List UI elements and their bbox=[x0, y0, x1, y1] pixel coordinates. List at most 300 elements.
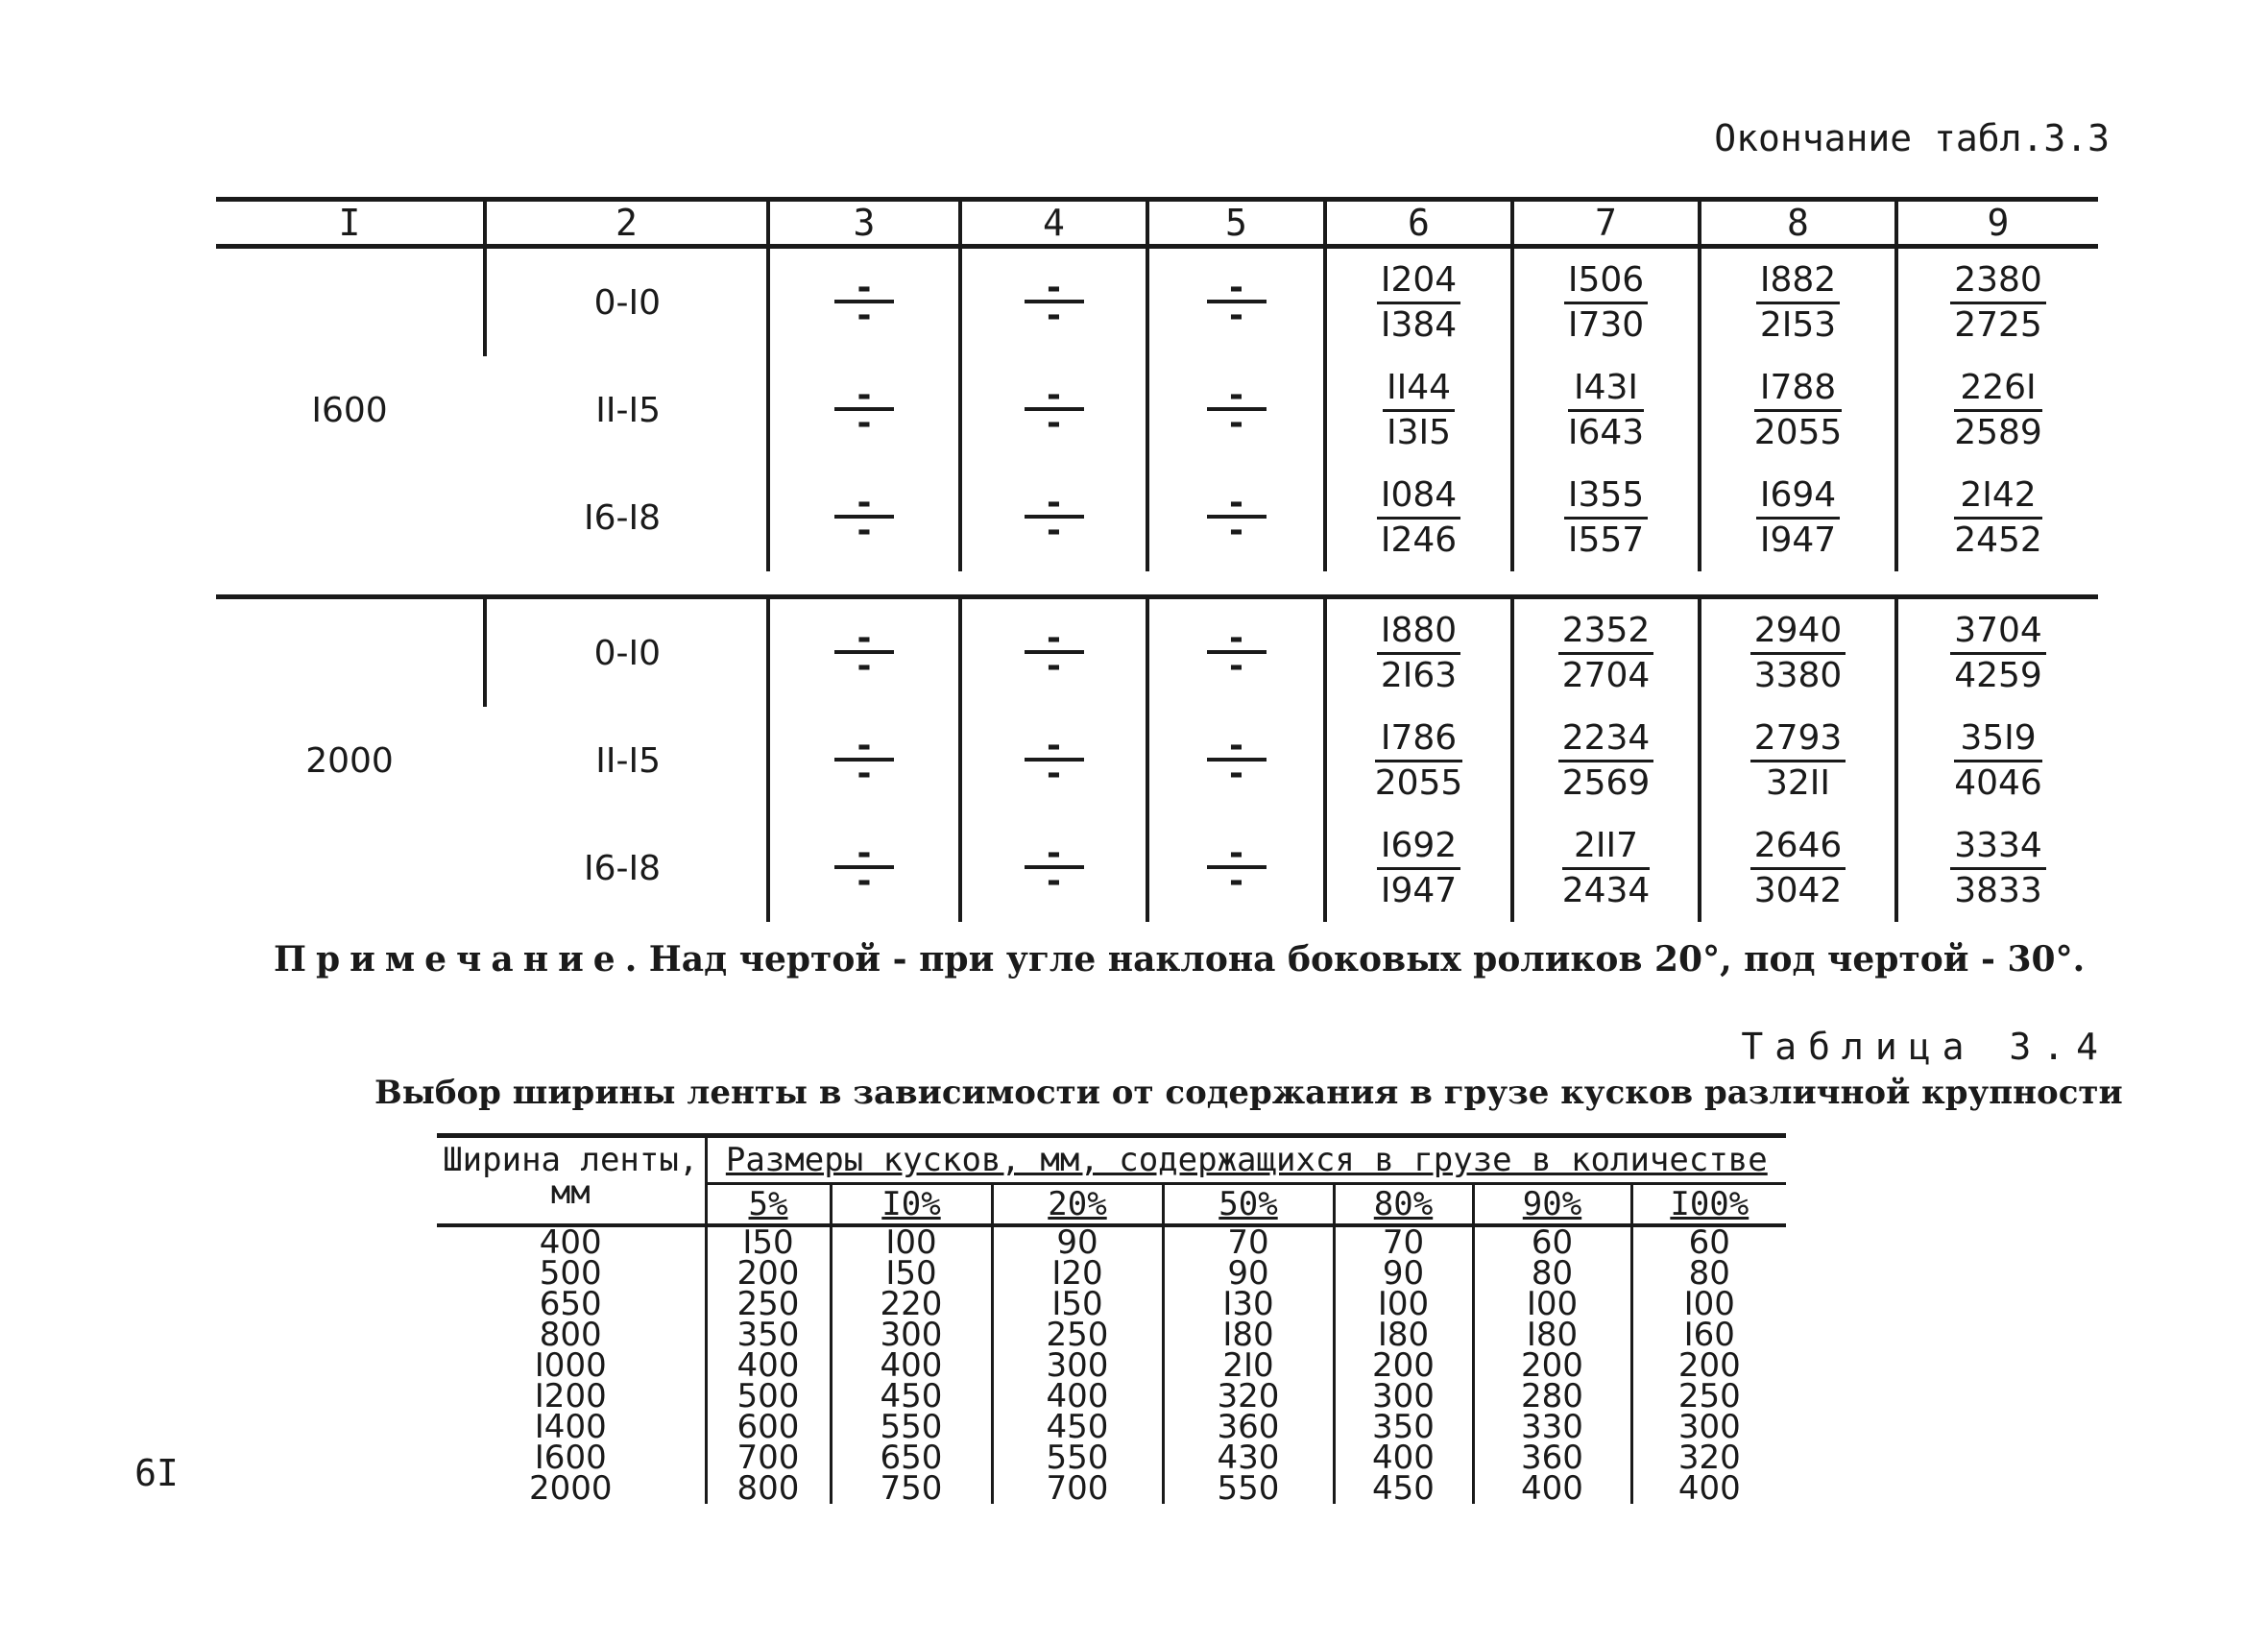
dash-top: - bbox=[1025, 621, 1084, 654]
size-cell: 90 bbox=[1334, 1258, 1473, 1289]
dash-bottom: - bbox=[857, 510, 872, 550]
size-cell: 80 bbox=[1631, 1258, 1786, 1289]
dash-top: - bbox=[1025, 729, 1084, 762]
size-cell: 450 bbox=[831, 1381, 992, 1412]
dash-cell bbox=[960, 247, 1147, 357]
percent-header-text: 90% bbox=[1522, 1185, 1582, 1223]
size-cell: 60 bbox=[1631, 1225, 1786, 1258]
size-cell: I20 bbox=[992, 1258, 1163, 1289]
table-row bbox=[216, 814, 2098, 922]
dash-fraction bbox=[1207, 267, 1267, 335]
fraction-denominator: I643 bbox=[1567, 412, 1645, 452]
size-cell: 450 bbox=[1334, 1473, 1473, 1504]
dash-cell bbox=[1147, 464, 1325, 571]
size-cell: I00 bbox=[831, 1225, 992, 1258]
size-cell: I00 bbox=[1334, 1289, 1473, 1319]
size-cell: 80 bbox=[1473, 1258, 1631, 1289]
fraction-numerator: 3704 bbox=[1950, 610, 2046, 655]
dash-fraction bbox=[1025, 833, 1084, 901]
fraction-cell bbox=[1700, 597, 1896, 708]
size-cell: 800 bbox=[706, 1473, 831, 1504]
size-cell: 220 bbox=[831, 1289, 992, 1319]
size-cell: I00 bbox=[1473, 1289, 1631, 1319]
dash-cell bbox=[768, 356, 960, 464]
angle-range-cell: II-I5 bbox=[595, 390, 661, 430]
fraction-numerator: 2352 bbox=[1558, 610, 1654, 655]
fraction-cell bbox=[1896, 707, 2098, 814]
table-row bbox=[437, 1319, 1786, 1350]
header-col-5: 5 bbox=[1147, 200, 1325, 247]
dash-cell bbox=[768, 464, 960, 571]
size-cell: 300 bbox=[1631, 1412, 1786, 1442]
dash-top: - bbox=[834, 271, 894, 303]
size-cell: 250 bbox=[706, 1289, 831, 1319]
fraction-cell bbox=[1325, 247, 1512, 357]
size-cell: 90 bbox=[992, 1225, 1163, 1258]
fraction-denominator: 2704 bbox=[1561, 655, 1651, 695]
fraction bbox=[1950, 259, 2046, 347]
group-header bbox=[706, 1136, 1786, 1184]
belt-width-cell: 2000 bbox=[528, 1469, 613, 1508]
dash-top: - bbox=[1025, 836, 1084, 869]
fraction-cell bbox=[1700, 247, 1896, 357]
dash-top: - bbox=[1207, 378, 1267, 411]
fraction-denominator: 2055 bbox=[1753, 412, 1843, 452]
size-cell: 700 bbox=[706, 1442, 831, 1473]
size-cell: 300 bbox=[1334, 1381, 1473, 1412]
fraction-denominator: 4046 bbox=[1954, 762, 2042, 803]
size-cell: I60 bbox=[1631, 1319, 1786, 1350]
fraction-numerator: 2380 bbox=[1950, 259, 2046, 304]
fraction-denominator: 2I63 bbox=[1380, 655, 1458, 695]
size-cell: 600 bbox=[706, 1412, 831, 1442]
size-cell: 500 bbox=[706, 1381, 831, 1412]
size-cell: 200 bbox=[706, 1258, 831, 1289]
belt-width-cell: 800 bbox=[539, 1316, 602, 1354]
fraction bbox=[1568, 367, 1644, 454]
size-cell: 550 bbox=[992, 1442, 1163, 1473]
fraction-cell bbox=[1325, 356, 1512, 464]
belt-width-cell: 2000 bbox=[216, 597, 485, 923]
percent-header-text: 5% bbox=[748, 1185, 788, 1223]
table-row bbox=[437, 1350, 1786, 1381]
dash-top: - bbox=[834, 836, 894, 869]
table-note bbox=[274, 939, 2085, 980]
fraction-numerator: I506 bbox=[1564, 259, 1648, 304]
dash-bottom: - bbox=[1047, 645, 1061, 686]
fraction-numerator: II44 bbox=[1383, 367, 1455, 412]
dash-bottom: - bbox=[1229, 645, 1243, 686]
table-row bbox=[437, 1442, 1786, 1473]
size-cell: 90 bbox=[1163, 1258, 1334, 1289]
belt-width-cell: I200 bbox=[534, 1377, 607, 1415]
fraction-cell bbox=[1325, 707, 1512, 814]
table-row bbox=[216, 356, 2098, 464]
fraction bbox=[1750, 610, 1846, 697]
size-cell: 360 bbox=[1163, 1412, 1334, 1442]
fraction-numerator: 3334 bbox=[1950, 825, 2046, 870]
size-cell: 200 bbox=[1631, 1350, 1786, 1381]
percent-header-text: 50% bbox=[1218, 1185, 1278, 1223]
fraction-numerator: 2234 bbox=[1558, 717, 1654, 762]
dash-bottom: - bbox=[1047, 295, 1061, 335]
belt-width-cell: 400 bbox=[539, 1223, 602, 1262]
dash-fraction bbox=[834, 725, 894, 793]
size-cell: 250 bbox=[992, 1319, 1163, 1350]
fraction-numerator: I204 bbox=[1377, 259, 1460, 304]
width-header: Ширина ленты, мм bbox=[437, 1136, 706, 1226]
fraction-cell bbox=[1896, 597, 2098, 708]
table-row bbox=[216, 707, 2098, 814]
dash-bottom: - bbox=[1229, 510, 1243, 550]
dash-top: - bbox=[834, 486, 894, 519]
dash-cell bbox=[960, 597, 1147, 708]
size-cell: 350 bbox=[706, 1319, 831, 1350]
dash-top: - bbox=[1207, 836, 1267, 869]
fraction bbox=[1754, 367, 1843, 454]
header-col-3: 3 bbox=[768, 200, 960, 247]
fraction bbox=[1954, 717, 2042, 805]
belt-width-cell: I000 bbox=[534, 1346, 607, 1385]
percent-header bbox=[831, 1184, 992, 1226]
fraction bbox=[1377, 610, 1460, 697]
dash-cell bbox=[1147, 356, 1325, 464]
dash-fraction bbox=[834, 833, 894, 901]
percent-header-text: 20% bbox=[1048, 1185, 1107, 1223]
dash-fraction bbox=[1025, 375, 1084, 443]
size-cell: 250 bbox=[1631, 1381, 1786, 1412]
table-3-4-label: Таблица 3.4 bbox=[1741, 1026, 2110, 1068]
fraction-cell bbox=[1896, 356, 2098, 464]
table-row bbox=[437, 1225, 1786, 1258]
fraction-cell bbox=[1896, 247, 2098, 357]
dash-bottom: - bbox=[857, 753, 872, 793]
size-cell: I30 bbox=[1163, 1289, 1334, 1319]
dash-bottom: - bbox=[1229, 753, 1243, 793]
fraction-numerator: I692 bbox=[1377, 825, 1460, 870]
dash-fraction bbox=[1207, 725, 1267, 793]
dash-top: - bbox=[1207, 271, 1267, 303]
fraction-denominator: 2434 bbox=[1561, 870, 1651, 910]
size-cell: 700 bbox=[992, 1473, 1163, 1504]
fraction bbox=[1377, 825, 1460, 912]
table-3-3-header-row bbox=[216, 200, 2098, 247]
table-row bbox=[216, 247, 2098, 357]
fraction-cell bbox=[1896, 464, 2098, 571]
size-cell: 400 bbox=[831, 1350, 992, 1381]
size-cell: 300 bbox=[992, 1350, 1163, 1381]
fraction-cell bbox=[1700, 464, 1896, 571]
fraction-denominator: I384 bbox=[1380, 304, 1458, 345]
fraction-denominator: 2589 bbox=[1954, 412, 2042, 452]
fraction-denominator: 2452 bbox=[1954, 520, 2042, 560]
size-cell: I80 bbox=[1334, 1319, 1473, 1350]
fraction-numerator: I43I bbox=[1568, 367, 1644, 412]
size-cell: 400 bbox=[1631, 1473, 1786, 1504]
fraction bbox=[1377, 474, 1460, 562]
fraction-numerator: 2I42 bbox=[1954, 474, 2042, 520]
dash-bottom: - bbox=[1047, 753, 1061, 793]
dash-top: - bbox=[1025, 486, 1084, 519]
size-cell: 400 bbox=[1334, 1442, 1473, 1473]
fraction-denominator: I730 bbox=[1567, 304, 1645, 345]
fraction-numerator: I882 bbox=[1756, 259, 1840, 304]
fraction-denominator: 2725 bbox=[1954, 304, 2042, 345]
dash-bottom: - bbox=[857, 645, 872, 686]
fraction-numerator: I786 bbox=[1375, 717, 1463, 762]
fraction-numerator: I084 bbox=[1377, 474, 1460, 520]
fraction-numerator: I880 bbox=[1377, 610, 1460, 655]
fraction-denominator: 2I53 bbox=[1759, 304, 1837, 345]
size-cell: 350 bbox=[1334, 1412, 1473, 1442]
fraction bbox=[1564, 474, 1648, 562]
fraction bbox=[1950, 610, 2046, 697]
size-cell: 550 bbox=[1163, 1473, 1334, 1504]
belt-width-cell: 500 bbox=[539, 1254, 602, 1293]
dash-cell bbox=[960, 707, 1147, 814]
size-cell: 300 bbox=[831, 1319, 992, 1350]
dash-cell bbox=[768, 814, 960, 922]
belt-width-cell: 650 bbox=[539, 1285, 602, 1323]
table-3-4-title: Выбор ширины ленты в зависимости от содержания в грузе кусков различной крупности bbox=[374, 1074, 2123, 1112]
angle-range-cell: I6-I8 bbox=[583, 497, 661, 538]
fraction-denominator: I246 bbox=[1380, 520, 1458, 560]
size-cell: I50 bbox=[992, 1289, 1163, 1319]
size-cell: 400 bbox=[1473, 1473, 1631, 1504]
fraction-numerator: I694 bbox=[1756, 474, 1840, 520]
fraction-numerator: 226I bbox=[1954, 367, 2042, 412]
size-cell: 60 bbox=[1473, 1225, 1631, 1258]
fraction bbox=[1950, 825, 2046, 912]
size-cell: 320 bbox=[1631, 1442, 1786, 1473]
fraction bbox=[1750, 717, 1846, 805]
size-cell: 200 bbox=[1473, 1350, 1631, 1381]
fraction-cell bbox=[1700, 356, 1896, 464]
fraction-denominator: 3042 bbox=[1753, 870, 1843, 910]
fraction-denominator: I3I5 bbox=[1386, 412, 1452, 452]
size-cell: 750 bbox=[831, 1473, 992, 1504]
percent-header bbox=[992, 1184, 1163, 1226]
dash-cell bbox=[1147, 247, 1325, 357]
fraction bbox=[1954, 367, 2042, 454]
dash-cell bbox=[1147, 707, 1325, 814]
dash-top: - bbox=[1025, 378, 1084, 411]
dash-fraction bbox=[1025, 617, 1084, 686]
size-cell: 330 bbox=[1473, 1412, 1631, 1442]
size-cell: 650 bbox=[831, 1442, 992, 1473]
fraction-cell bbox=[1512, 707, 1700, 814]
header-col-8: 8 bbox=[1700, 200, 1896, 247]
note-label: Примечание bbox=[274, 939, 625, 980]
percent-header bbox=[1163, 1184, 1334, 1226]
fraction bbox=[1383, 367, 1455, 454]
dash-bottom: - bbox=[1047, 510, 1061, 550]
fraction-cell bbox=[1512, 247, 1700, 357]
dash-bottom: - bbox=[857, 402, 872, 443]
table-row bbox=[216, 464, 2098, 571]
dash-top: - bbox=[1207, 729, 1267, 762]
fraction bbox=[1564, 259, 1648, 347]
note-text: . Над чертой - при угле наклона боковых роликов 20°, под чертой - 30°. bbox=[624, 939, 2086, 980]
size-cell: 450 bbox=[992, 1412, 1163, 1442]
dash-bottom: - bbox=[1229, 295, 1243, 335]
size-cell: 280 bbox=[1473, 1381, 1631, 1412]
size-cell: 70 bbox=[1163, 1225, 1334, 1258]
fraction-cell bbox=[1512, 814, 1700, 922]
fraction-cell bbox=[1512, 597, 1700, 708]
belt-width-cell: I400 bbox=[534, 1408, 607, 1446]
dash-bottom: - bbox=[857, 860, 872, 901]
fraction bbox=[1954, 474, 2042, 562]
dash-fraction bbox=[1025, 482, 1084, 550]
fraction-cell bbox=[1512, 464, 1700, 571]
fraction-denominator: I557 bbox=[1567, 520, 1645, 560]
group-header-text: Размеры кусков, мм, содержащихся в грузе в количестве bbox=[725, 1141, 1768, 1179]
header-col-4: 4 bbox=[960, 200, 1147, 247]
dash-top: - bbox=[834, 729, 894, 762]
table-row bbox=[437, 1473, 1786, 1504]
fraction-numerator: 2646 bbox=[1750, 825, 1846, 870]
fraction-numerator: 2II7 bbox=[1562, 825, 1651, 870]
fraction-numerator: I788 bbox=[1754, 367, 1843, 412]
group-gap-row bbox=[216, 571, 2098, 597]
fraction-denominator: 2569 bbox=[1561, 762, 1651, 803]
table-row bbox=[437, 1381, 1786, 1412]
fraction bbox=[1562, 825, 1651, 912]
dash-fraction bbox=[1025, 725, 1084, 793]
size-cell: 2I0 bbox=[1163, 1350, 1334, 1381]
fraction-denominator: I947 bbox=[1380, 870, 1458, 910]
size-cell: 70 bbox=[1334, 1225, 1473, 1258]
table-3-3 bbox=[216, 197, 2098, 922]
continuation-title: Окончание табл.3.3 bbox=[1714, 117, 2110, 159]
fraction-cell bbox=[1512, 356, 1700, 464]
percent-header-text: I00% bbox=[1670, 1185, 1749, 1223]
dash-bottom: - bbox=[1047, 860, 1061, 901]
dash-fraction bbox=[834, 267, 894, 335]
dash-fraction bbox=[834, 482, 894, 550]
percent-header bbox=[1473, 1184, 1631, 1226]
size-cell: I00 bbox=[1631, 1289, 1786, 1319]
fraction-numerator: I355 bbox=[1564, 474, 1648, 520]
fraction-cell bbox=[1700, 707, 1896, 814]
dash-fraction bbox=[1207, 833, 1267, 901]
header-col-1: I bbox=[216, 200, 485, 247]
size-cell: 200 bbox=[1334, 1350, 1473, 1381]
table-row bbox=[437, 1258, 1786, 1289]
table-row bbox=[216, 597, 2098, 708]
dash-cell bbox=[1147, 597, 1325, 708]
size-cell: 400 bbox=[992, 1381, 1163, 1412]
header-col-2: 2 bbox=[485, 200, 768, 247]
fraction-cell bbox=[1700, 814, 1896, 922]
fraction-denominator: 3380 bbox=[1753, 655, 1843, 695]
dash-fraction bbox=[834, 617, 894, 686]
dash-cell bbox=[768, 597, 960, 708]
page-number: I9 bbox=[134, 1450, 179, 1492]
percent-header bbox=[706, 1184, 831, 1226]
dash-top: - bbox=[1207, 486, 1267, 519]
size-cell: 360 bbox=[1473, 1442, 1631, 1473]
header-col-6: 6 bbox=[1325, 200, 1512, 247]
belt-width-cell: I600 bbox=[534, 1439, 607, 1477]
dash-top: - bbox=[834, 621, 894, 654]
fraction bbox=[1375, 717, 1463, 805]
fraction-cell bbox=[1325, 814, 1512, 922]
percent-header bbox=[1631, 1184, 1786, 1226]
size-cell: 320 bbox=[1163, 1381, 1334, 1412]
dash-fraction bbox=[834, 375, 894, 443]
header-col-7: 7 bbox=[1512, 200, 1700, 247]
fraction-numerator: 2793 bbox=[1750, 717, 1846, 762]
fraction-denominator: 3833 bbox=[1954, 870, 2042, 910]
dash-top: - bbox=[1025, 271, 1084, 303]
fraction-cell bbox=[1325, 597, 1512, 708]
fraction-cell bbox=[1325, 464, 1512, 571]
size-cell: I50 bbox=[706, 1225, 831, 1258]
size-cell: I80 bbox=[1473, 1319, 1631, 1350]
fraction-denominator: I947 bbox=[1759, 520, 1837, 560]
angle-range-cell: II-I5 bbox=[595, 740, 661, 781]
fraction-denominator: 2055 bbox=[1374, 762, 1463, 803]
dash-cell bbox=[768, 707, 960, 814]
table-row bbox=[437, 1412, 1786, 1442]
fraction-denominator: 4259 bbox=[1954, 655, 2042, 695]
angle-range-cell: 0-I0 bbox=[485, 247, 768, 357]
dash-cell bbox=[960, 814, 1147, 922]
fraction-numerator: 35I9 bbox=[1954, 717, 2042, 762]
percent-header bbox=[1334, 1184, 1473, 1226]
size-cell: I50 bbox=[831, 1258, 992, 1289]
fraction bbox=[1756, 474, 1840, 562]
belt-width-cell: I600 bbox=[311, 390, 388, 430]
dash-fraction bbox=[1207, 617, 1267, 686]
header-col-9: 9 bbox=[1896, 200, 2098, 247]
size-cell: 400 bbox=[706, 1350, 831, 1381]
dash-top: - bbox=[834, 378, 894, 411]
fraction-denominator: 32II bbox=[1765, 762, 1831, 803]
percent-header-text: I0% bbox=[881, 1185, 941, 1223]
group-gap-cell bbox=[216, 571, 2098, 597]
dash-bottom: - bbox=[1047, 402, 1061, 443]
fraction bbox=[1756, 259, 1840, 347]
size-cell: 430 bbox=[1163, 1442, 1334, 1473]
dash-cell bbox=[768, 247, 960, 357]
size-cell: I80 bbox=[1163, 1319, 1334, 1350]
dash-bottom: - bbox=[1229, 402, 1243, 443]
dash-bottom: - bbox=[1229, 860, 1243, 901]
fraction-numerator: 2940 bbox=[1750, 610, 1846, 655]
dash-cell bbox=[960, 356, 1147, 464]
angle-range-cell: I6-I8 bbox=[583, 848, 661, 888]
table-row bbox=[437, 1289, 1786, 1319]
dash-fraction bbox=[1025, 267, 1084, 335]
fraction bbox=[1377, 259, 1460, 347]
dash-top: - bbox=[1207, 621, 1267, 654]
angle-range-cell: 0-I0 bbox=[485, 597, 768, 708]
fraction bbox=[1558, 717, 1654, 805]
dash-cell bbox=[960, 464, 1147, 571]
dash-fraction bbox=[1207, 482, 1267, 550]
percent-header-text: 80% bbox=[1373, 1185, 1434, 1223]
fraction bbox=[1558, 610, 1654, 697]
fraction-cell bbox=[1896, 814, 2098, 922]
dash-fraction bbox=[1207, 375, 1267, 443]
size-cell: 550 bbox=[831, 1412, 992, 1442]
dash-cell bbox=[1147, 814, 1325, 922]
table-3-4 bbox=[437, 1133, 1786, 1508]
fraction bbox=[1750, 825, 1846, 912]
